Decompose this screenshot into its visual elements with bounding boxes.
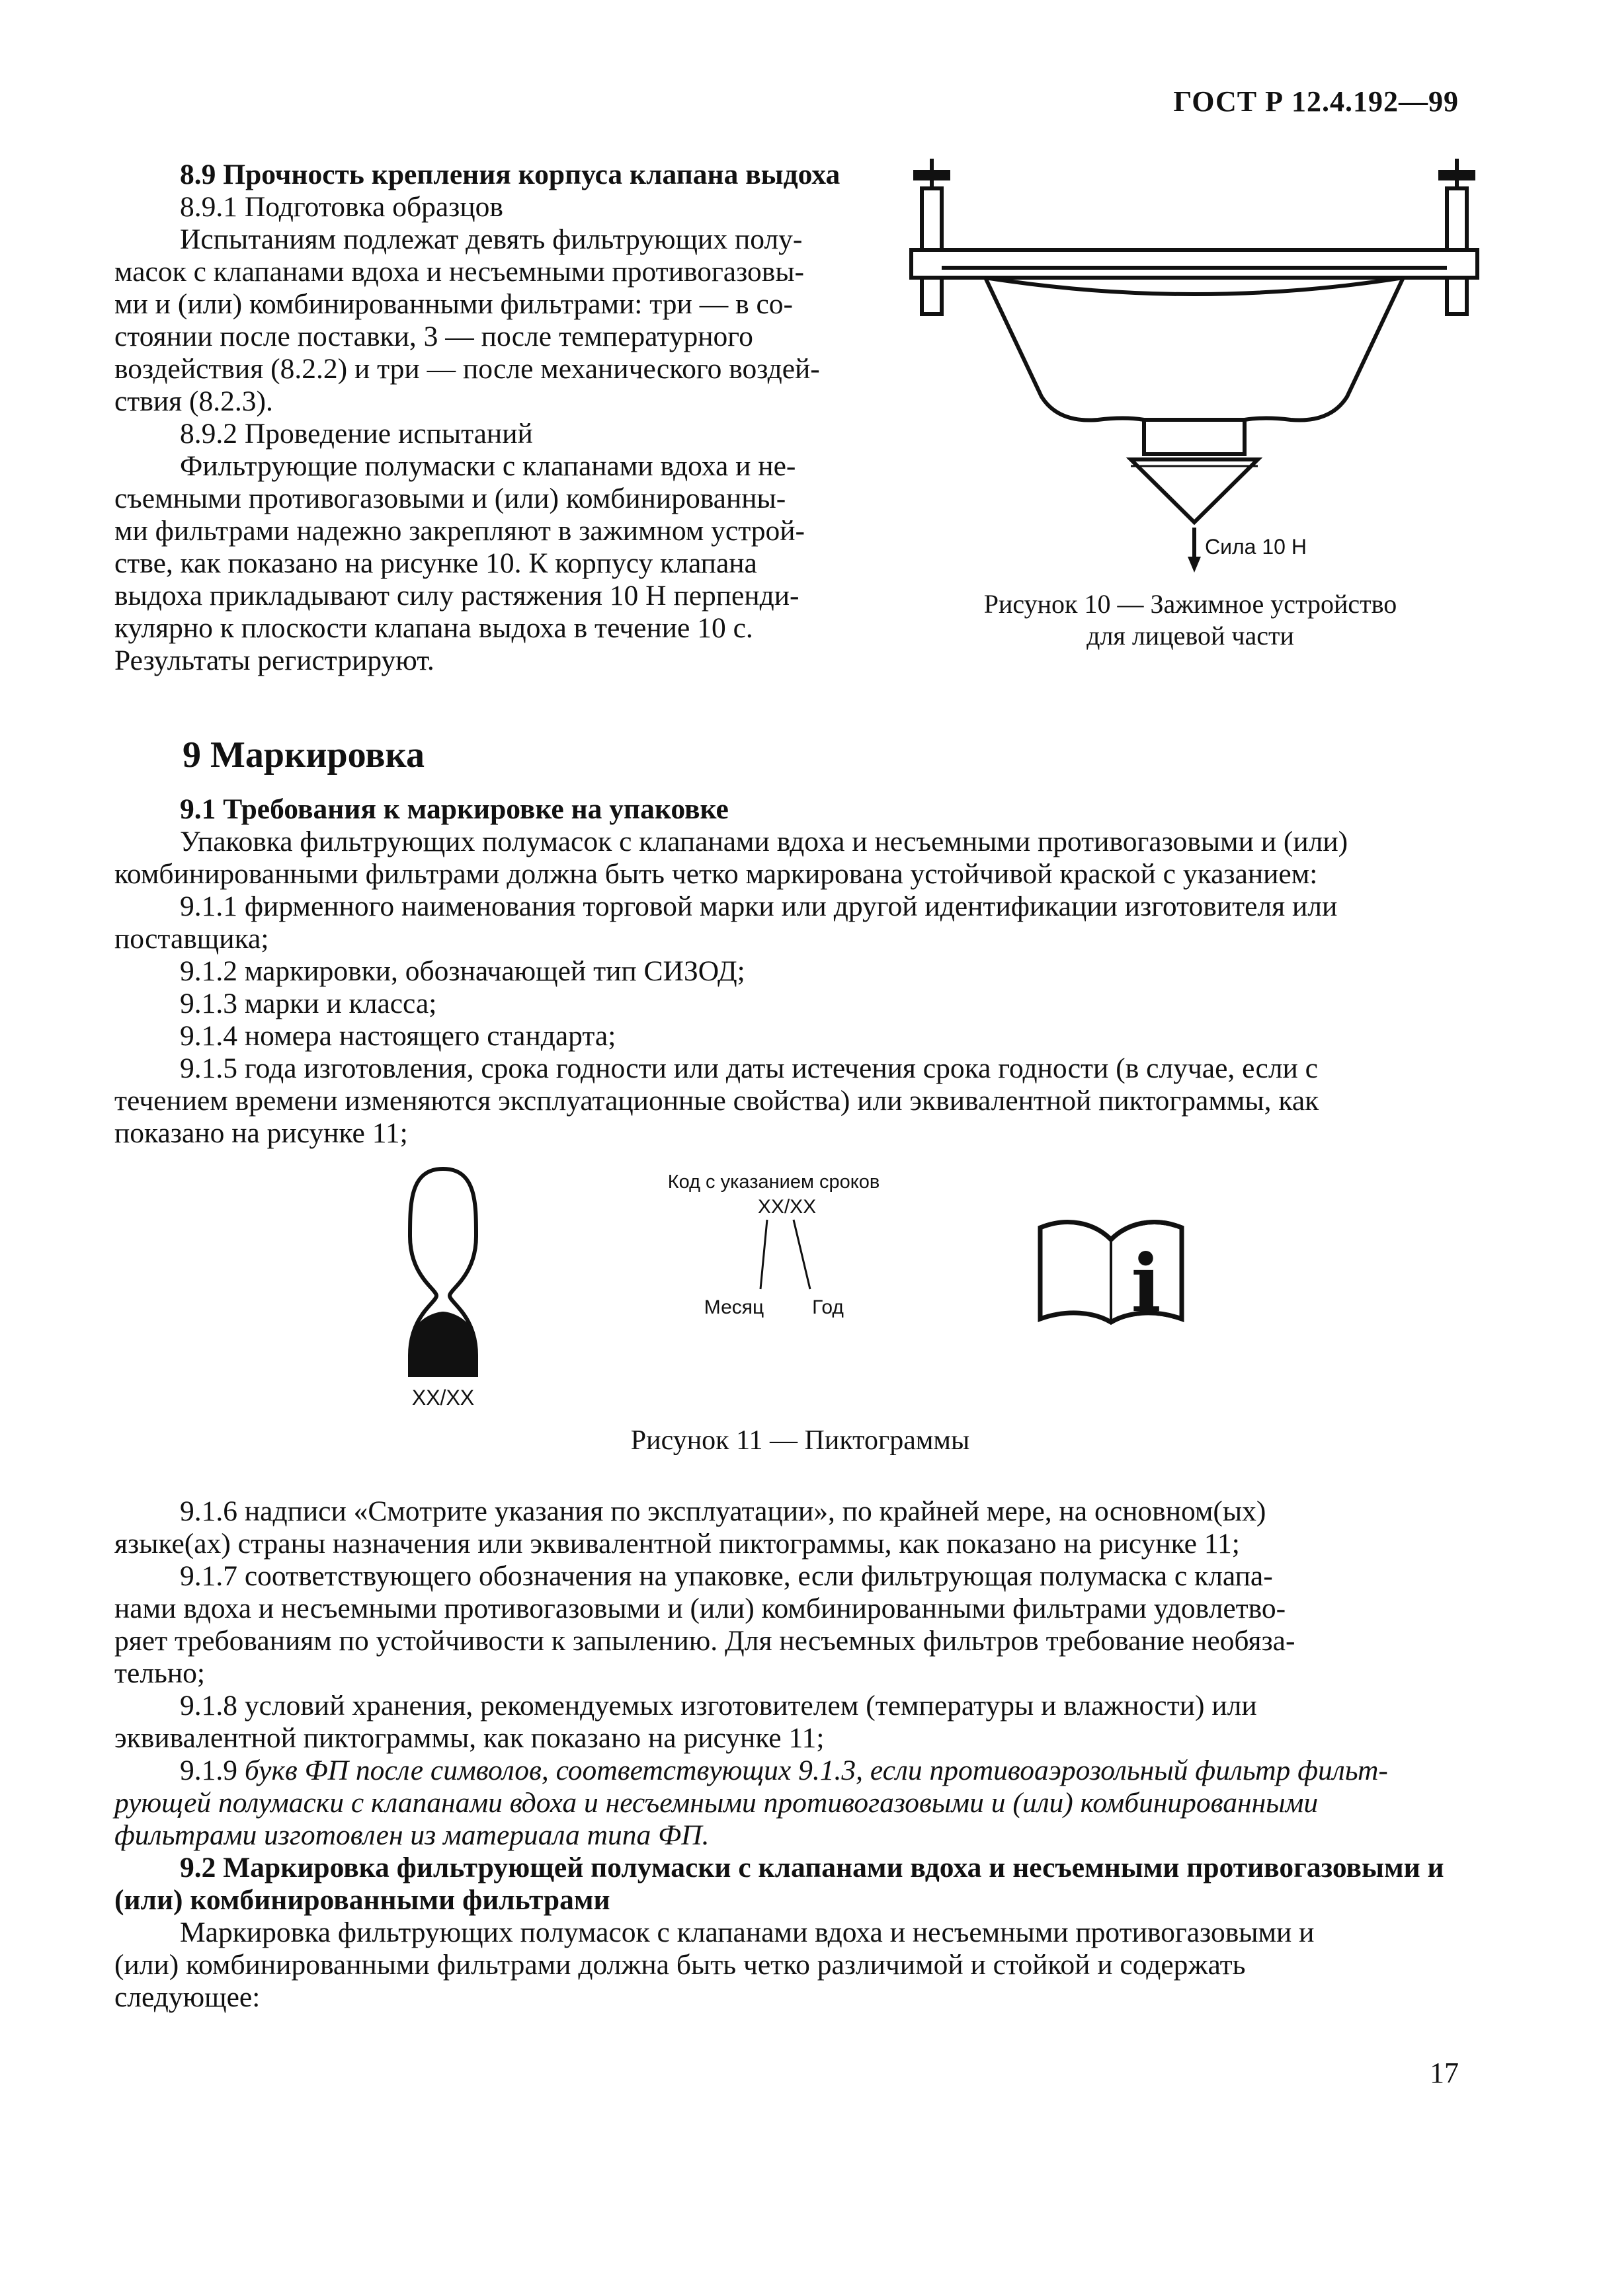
section-9-1-continued (114, 1495, 1478, 2014)
list-item-9-1-2: 9.1.2 маркировки, обозначающей тип СИЗОД; (180, 955, 745, 987)
text-line: Испытаниям подлежат девять фильтрующих полу- (180, 223, 803, 255)
caption-line: Рисунок 10 — Зажимное устройство (983, 589, 1397, 619)
text-line: комбинированными фильтрами должна быть четко маркирована устойчивой краской с указанием: (114, 858, 1318, 890)
force-label: Сила 10 Н (1205, 535, 1307, 559)
subsection-9-2-title: 9.2 Маркировка фильтрующей полумаски с клапанами вдоха и несъемными противогазовыми и (180, 1852, 1444, 1883)
text-line: 9.1.1 фирменного наименования торговой марки или другой идентификации изготовителя или (180, 891, 1338, 922)
text-line: нами вдоха и несъемными противогазовыми и (или) комбинированными фильтрами удовлетво- (114, 1593, 1286, 1624)
text-line: Фильтрующие полумаски с клапанами вдоха и не- (180, 450, 796, 482)
list-item-9-1-3: 9.1.3 марки и класса; (180, 988, 437, 1019)
figure-10-clamp-diagram (906, 152, 1488, 575)
text-line: языке(ах) страны назначения или эквивалентной пиктограммы, как показано на рисунке 11; (114, 1528, 1240, 1560)
document-code: ГОСТ Р 12.4.192—99 (1173, 85, 1459, 118)
clamp-bar (911, 250, 1477, 278)
year-label: Год (812, 1296, 844, 1318)
text-line: 9.1.6 надписи «Смотрите указания по эксплуатации», по крайней мере, на основном(ых) (180, 1495, 1266, 1527)
text-line: 9.1.5 года изготовления, срока годности или даты истечения срока годности (в случае, если с (180, 1052, 1318, 1084)
section-9-title: 9 Маркировка (183, 734, 425, 775)
date-code-pictogram (661, 1167, 886, 1332)
caption-line: для лицевой части (1086, 621, 1294, 651)
hourglass-label: XX/XX (411, 1386, 475, 1409)
text-line: показано на рисунке 11; (114, 1117, 408, 1149)
text-line: 9.1.7 соответствующего обозначения на упаковке, если фильтрующая полумаска с клапа- (180, 1560, 1273, 1592)
info-book-pictogram (1035, 1213, 1187, 1326)
paragraph-8-9-2 (114, 450, 873, 677)
paragraph-8-9-1 (114, 223, 873, 418)
section-9-1 (114, 793, 1478, 1150)
page-number: 17 (1430, 2057, 1459, 2089)
text-line: Упаковка фильтрующих полумасок с клапанами вдоха и несъемными противогазовыми и (или) (180, 826, 1348, 857)
text-line: ствия (8.2.3). (114, 385, 273, 417)
text-line: Результаты регистрируют. (114, 645, 434, 676)
text-line: букв ФП после символов, соответствующих 9.1.3, если противоаэрозольный фильтр фильт- (244, 1755, 1388, 1786)
text-line: ряет требованиям по устойчивости к запылению. Для несъемных фильтров требование необяза- (114, 1625, 1295, 1657)
mask-body (985, 278, 1403, 430)
subsection-8-9-2: 8.9.2 Проведение испытаний (180, 418, 533, 450)
text-line: (или) комбинированными фильтрами должна быть четко различимой и стойкой и содержать (114, 1949, 1246, 1981)
text-line: Маркировка фильтрующих полумасок с клапанами вдоха и несъемными противогазовыми и (180, 1917, 1315, 1948)
text-line: течением времени изменяются эксплуатационные свойства) или эквивалентной пиктограммы, как (114, 1085, 1319, 1117)
text-line: съемными противогазовыми и (или) комбинированны- (114, 483, 786, 514)
hourglass-pictogram (397, 1164, 489, 1415)
subsection-9-1-title: 9.1 Требования к маркировке на упаковке (180, 793, 729, 825)
section-8-9-title: 8.9 Прочность крепления корпуса клапана выдоха (180, 159, 840, 190)
valve-cone (1131, 459, 1258, 522)
text-line: 9.1.8 условий хранения, рекомендуемых изготовителем (температуры и влажности) или (180, 1690, 1257, 1722)
text-line: поставщика; (114, 923, 269, 955)
info-icon: i (1131, 1237, 1161, 1326)
item-number: 9.1.9 (180, 1755, 245, 1786)
text-line: кулярно к плоскости клапана выдоха в течение 10 с. (114, 612, 753, 644)
text-line: фильтрами изготовлен из материала типа ФП. (114, 1819, 710, 1851)
figure-10-caption (939, 588, 1442, 652)
text-line: эквивалентной пиктограммы, как показано на рисунке 11; (114, 1722, 825, 1754)
valve-body (1144, 420, 1245, 454)
text-line: стоянии после поставки, 3 — после температурного (114, 321, 753, 352)
subsection-8-9-1: 8.9.1 Подготовка образцов (180, 191, 503, 223)
list-item-9-1-9-first-line (114, 1755, 1478, 1787)
list-item-9-1-4: 9.1.4 номера настоящего стандарта; (180, 1020, 616, 1052)
text-line: следующее: (114, 1981, 261, 2013)
date-code-value: XX/XX (757, 1196, 817, 1218)
figure-11-caption: Рисунок 11 — Пиктограммы (630, 1425, 970, 1456)
text-line: ми фильтрами надежно закрепляют в зажимном устрой- (114, 515, 805, 547)
text-line: масок с клапанами вдоха и несъемными противогазовы- (114, 256, 805, 288)
text-line: выдоха прикладывают силу растяжения 10 Н перпенди- (114, 580, 800, 612)
text-line: ми и (или) комбинированными фильтрами: три — в со- (114, 288, 794, 320)
section-8-9 (114, 159, 873, 677)
force-arrow-icon (1188, 557, 1201, 573)
subsection-9-2-title-cont: (или) комбинированными фильтрами (114, 1884, 610, 1916)
text-line: рующей полумаски с клапанами вдоха и несъемными противогазовыми и (или) комбинированными (114, 1787, 1319, 1819)
date-code-title: Код с указанием сроков (667, 1171, 880, 1193)
text-line: стве, как показано на рисунке 10. К корпусу клапана (114, 547, 757, 579)
text-line: воздействия (8.2.2) и три — после механического воздей- (114, 353, 820, 385)
text-line: тельно; (114, 1657, 205, 1689)
month-label: Месяц (704, 1296, 764, 1318)
